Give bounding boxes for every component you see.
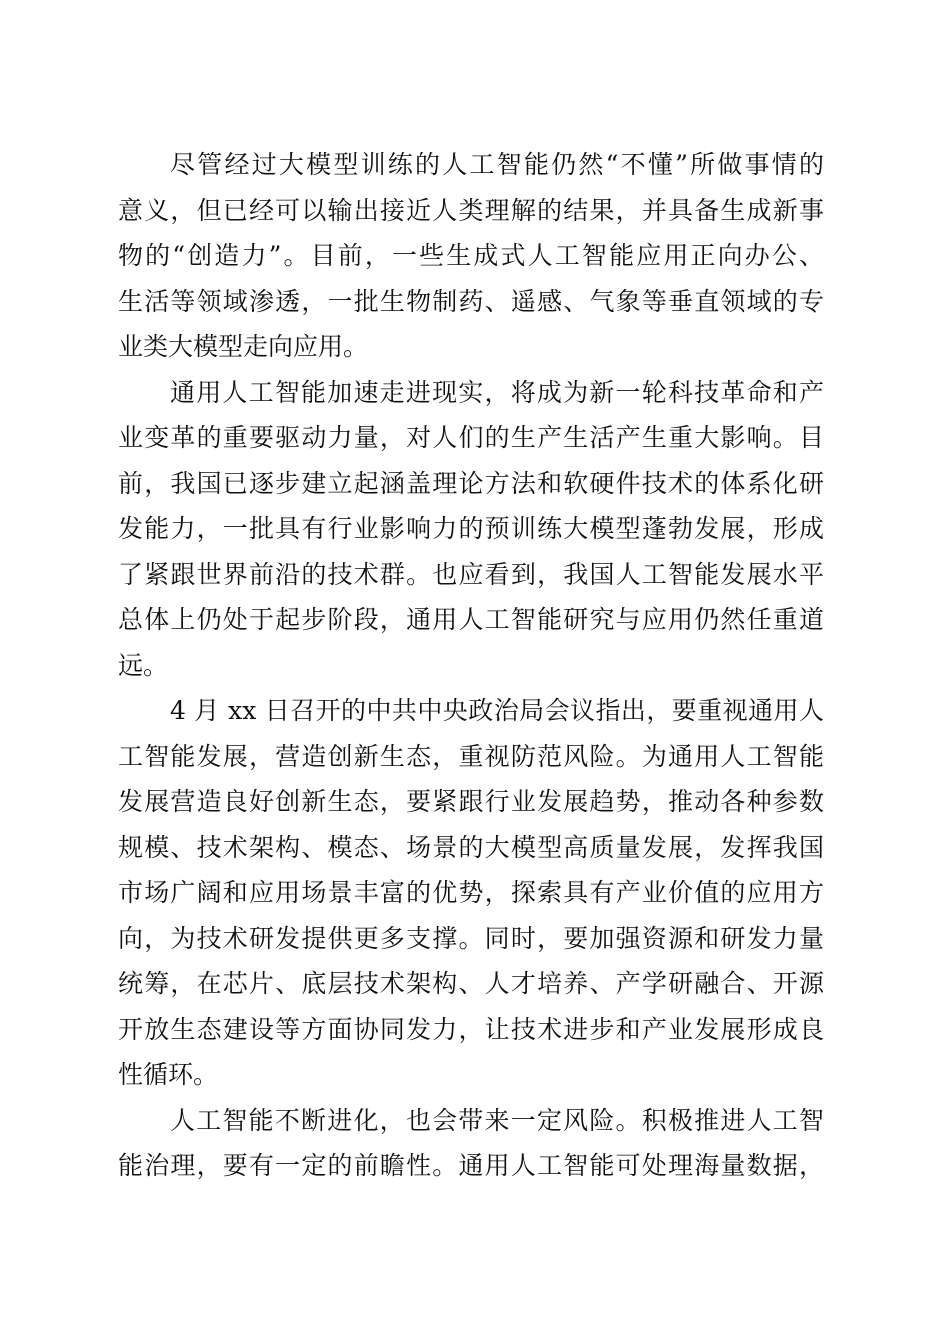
document-body — [118, 142, 824, 1189]
text-line: 发展营造良好创新生态，要紧跟行业发展趋势，推动各种参数 — [118, 787, 824, 816]
text-line: 了紧跟世界前沿的技术群。也应看到，我国人工智能发展水平 — [118, 559, 824, 589]
text-line: 工智能发展，营造创新生态，重视防范风险。为通用人工智能 — [118, 741, 824, 771]
text-line: 开放生态建设等方面协同发力，让技术进步和产业发展形成良 — [118, 1014, 824, 1044]
text-line: 统筹，在芯片、底层技术架构、人才培养、产学研融合、开源 — [118, 969, 824, 998]
paragraph-2 — [118, 370, 824, 689]
text-line: 市场广阔和应用场景丰富的优势，探索具有产业价值的应用方 — [118, 878, 824, 907]
text-line: 尽管经过大模型训练的人工智能仍然“不懂”所做事情的 — [170, 150, 824, 179]
paragraph-3 — [118, 688, 824, 1098]
text-line: 远。 — [118, 650, 169, 680]
text-line: 物的“创造力”。目前，一些生成式人工智能应用正向办公、 — [118, 241, 824, 270]
text-line: 业类大模型走向应用。 — [118, 332, 369, 361]
text-line: 能治理，要有一定的前瞻性。通用人工智能可处理海量数据， — [118, 1151, 824, 1180]
paragraph-1 — [118, 142, 824, 370]
text-line: 性循环。 — [118, 1060, 219, 1089]
text-line: 总体上仍处于起步阶段，通用人工智能研究与应用仍然任重道 — [118, 605, 824, 634]
text-line: 前，我国已逐步建立起涵盖理论方法和软硬件技术的体系化研 — [118, 468, 824, 498]
text-line: 向，为技术研发提供更多支撑。同时，要加强资源和研发力量 — [118, 923, 824, 953]
paragraph-4 — [118, 1098, 824, 1189]
text-line: 通用人工智能加速走进现实，将成为新一轮科技革命和产 — [170, 377, 824, 407]
text-line: 意义，但已经可以输出接近人类理解的结果，并具备生成新事 — [118, 195, 824, 225]
text-line: 业变革的重要驱动力量，对人们的生产生活产生重大影响。目 — [118, 423, 824, 452]
text-line: 发能力，一批具有行业影响力的预训练大模型蓬勃发展，形成 — [118, 514, 824, 543]
text-line: 生活等领域渗透，一批生物制药、遥感、气象等垂直领域的专 — [118, 286, 824, 316]
text-line: 4 月 xx 日召开的中共中央政治局会议指出，要重视通用人 — [170, 696, 824, 725]
text-line: 人工智能不断进化，也会带来一定风险。积极推进人工智 — [170, 1105, 824, 1135]
text-line: 规模、技术架构、模态、场景的大模型高质量发展，发挥我国 — [118, 832, 824, 862]
